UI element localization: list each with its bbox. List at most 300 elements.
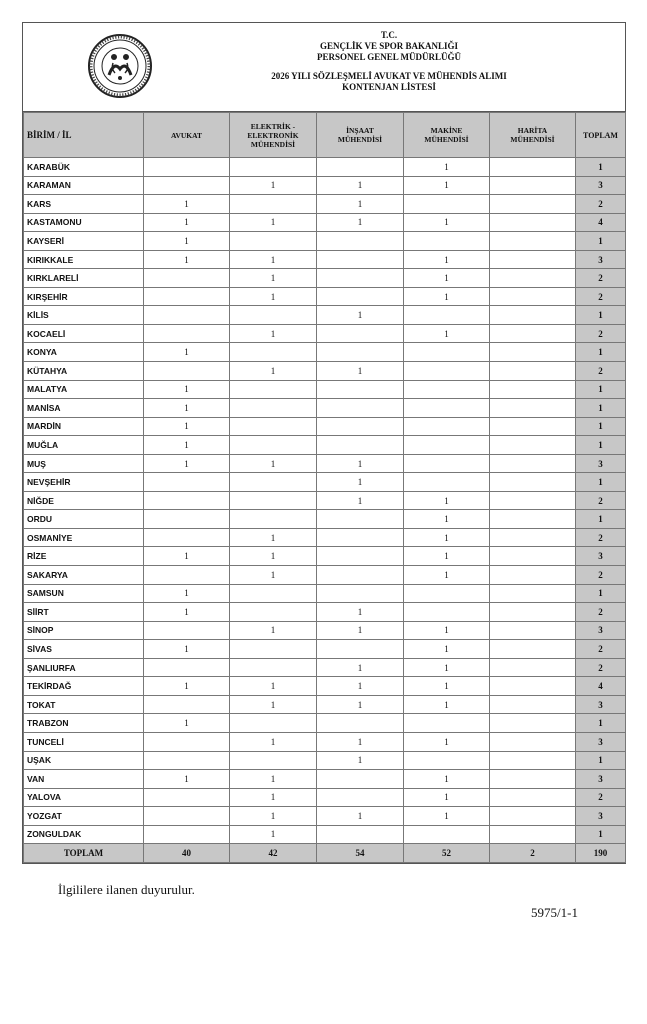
table-row — [24, 454, 626, 473]
harita-cell — [490, 343, 576, 362]
elektrik-cell: 1 — [230, 825, 317, 844]
harita-cell — [490, 751, 576, 770]
toplam-cell: 1 — [576, 380, 626, 399]
table-row — [24, 566, 626, 585]
il-cell: ŞANLIURFA — [24, 658, 144, 677]
makine-cell: 1 — [404, 324, 490, 343]
table-row — [24, 788, 626, 807]
il-cell: SİİRT — [24, 603, 144, 622]
harita-cell — [490, 566, 576, 585]
totals-label: TOPLAM — [24, 844, 144, 863]
insaat-cell: 1 — [317, 195, 404, 214]
announcement-note: İlgililere ilanen duyurulur. — [58, 882, 195, 897]
harita-cell — [490, 436, 576, 455]
elektrik-cell: 1 — [230, 454, 317, 473]
il-cell: ORDU — [24, 510, 144, 529]
il-cell: KASTAMONU — [24, 213, 144, 232]
harita-cell — [490, 380, 576, 399]
avukat-cell — [144, 732, 230, 751]
table-row — [24, 436, 626, 455]
makine-cell: 1 — [404, 621, 490, 640]
il-cell: UŞAK — [24, 751, 144, 770]
table-row — [24, 732, 626, 751]
elektrik-cell — [230, 640, 317, 659]
harita-cell — [490, 324, 576, 343]
elektrik-cell — [230, 584, 317, 603]
makine-cell — [404, 825, 490, 844]
insaat-cell — [317, 399, 404, 418]
il-cell: KONYA — [24, 343, 144, 362]
toplam-cell: 1 — [576, 232, 626, 251]
insaat-cell — [317, 566, 404, 585]
il-cell: YOZGAT — [24, 807, 144, 826]
elektrik-cell — [230, 436, 317, 455]
elektrik-cell — [230, 343, 317, 362]
makine-cell: 1 — [404, 528, 490, 547]
elektrik-cell: 1 — [230, 807, 317, 826]
insaat-cell: 1 — [317, 213, 404, 232]
avukat-cell: 1 — [144, 213, 230, 232]
harita-cell — [490, 714, 576, 733]
harita-cell — [490, 287, 576, 306]
table-row — [24, 547, 626, 566]
il-cell: KAYSERİ — [24, 232, 144, 251]
il-cell: YALOVA — [24, 788, 144, 807]
toplam-cell: 3 — [576, 732, 626, 751]
il-cell: SİVAS — [24, 640, 144, 659]
avukat-cell — [144, 621, 230, 640]
table-row — [24, 362, 626, 381]
makine-cell — [404, 362, 490, 381]
makine-cell: 1 — [404, 640, 490, 659]
makine-cell: 1 — [404, 658, 490, 677]
harita-cell — [490, 825, 576, 844]
elektrik-cell: 1 — [230, 770, 317, 789]
makine-cell: 1 — [404, 213, 490, 232]
table-row — [24, 250, 626, 269]
table-row — [24, 195, 626, 214]
insaat-cell — [317, 770, 404, 789]
column-header-il: BİRİM / İL — [24, 113, 144, 158]
avukat-cell — [144, 473, 230, 492]
makine-cell — [404, 195, 490, 214]
insaat-cell — [317, 510, 404, 529]
harita-cell — [490, 640, 576, 659]
il-cell: KARABÜK — [24, 158, 144, 177]
table-body — [24, 158, 626, 844]
elektrik-cell: 1 — [230, 695, 317, 714]
elektrik-cell — [230, 195, 317, 214]
insaat-cell — [317, 232, 404, 251]
harita-cell — [490, 528, 576, 547]
table-row — [24, 695, 626, 714]
elektrik-cell: 1 — [230, 176, 317, 195]
elektrik-cell — [230, 380, 317, 399]
il-cell: TEKİRDAĞ — [24, 677, 144, 696]
makine-cell: 1 — [404, 788, 490, 807]
avukat-cell — [144, 825, 230, 844]
column-header-avukat: AVUKAT — [144, 113, 230, 158]
insaat-cell — [317, 269, 404, 288]
title-recruitment: 2026 YILI SÖZLEŞMELİ AVUKAT VE MÜHENDİS ALIMI — [271, 71, 507, 81]
elektrik-cell: 1 — [230, 287, 317, 306]
elektrik-cell — [230, 473, 317, 492]
il-cell: KOCAELİ — [24, 324, 144, 343]
insaat-cell — [317, 380, 404, 399]
elektrik-cell: 1 — [230, 213, 317, 232]
makine-cell: 1 — [404, 287, 490, 306]
harita-cell — [490, 473, 576, 492]
toplam-cell: 2 — [576, 287, 626, 306]
il-cell: SAMSUN — [24, 584, 144, 603]
harita-cell — [490, 732, 576, 751]
harita-cell — [490, 232, 576, 251]
avukat-cell: 1 — [144, 714, 230, 733]
harita-cell — [490, 695, 576, 714]
toplam-cell: 2 — [576, 269, 626, 288]
table-row — [24, 380, 626, 399]
column-header-toplam: TOPLAM — [576, 113, 626, 158]
makine-cell: 1 — [404, 566, 490, 585]
avukat-cell — [144, 362, 230, 381]
insaat-cell: 1 — [317, 454, 404, 473]
document-header — [23, 23, 625, 112]
insaat-cell — [317, 250, 404, 269]
toplam-cell: 4 — [576, 213, 626, 232]
il-cell: TUNCELİ — [24, 732, 144, 751]
toplam-cell: 2 — [576, 528, 626, 547]
avukat-cell — [144, 287, 230, 306]
insaat-cell — [317, 825, 404, 844]
table-row — [24, 510, 626, 529]
insaat-cell — [317, 343, 404, 362]
toplam-cell: 2 — [576, 603, 626, 622]
table-row — [24, 751, 626, 770]
harita-cell — [490, 788, 576, 807]
toplam-cell: 1 — [576, 399, 626, 418]
harita-cell — [490, 417, 576, 436]
avukat-cell: 1 — [144, 677, 230, 696]
toplam-cell: 2 — [576, 362, 626, 381]
harita-cell — [490, 658, 576, 677]
makine-cell: 1 — [404, 250, 490, 269]
il-cell: KIRIKKALE — [24, 250, 144, 269]
makine-cell — [404, 232, 490, 251]
toplam-cell: 3 — [576, 454, 626, 473]
elektrik-cell: 1 — [230, 362, 317, 381]
makine-cell — [404, 751, 490, 770]
makine-cell — [404, 584, 490, 603]
insaat-cell: 1 — [317, 306, 404, 325]
makine-cell: 1 — [404, 269, 490, 288]
elektrik-cell: 1 — [230, 250, 317, 269]
makine-cell: 1 — [404, 547, 490, 566]
toplam-cell: 1 — [576, 436, 626, 455]
avukat-cell — [144, 176, 230, 195]
makine-cell — [404, 603, 490, 622]
elektrik-cell — [230, 306, 317, 325]
table-row — [24, 399, 626, 418]
avukat-cell: 1 — [144, 770, 230, 789]
elektrik-cell: 1 — [230, 788, 317, 807]
total-toplam: 190 — [576, 844, 626, 863]
avukat-cell: 1 — [144, 195, 230, 214]
table-row — [24, 807, 626, 826]
toplam-cell: 1 — [576, 417, 626, 436]
elektrik-cell — [230, 232, 317, 251]
toplam-cell: 1 — [576, 584, 626, 603]
document-frame — [22, 22, 626, 864]
harita-cell — [490, 158, 576, 177]
table-row — [24, 343, 626, 362]
totals-row — [24, 844, 626, 863]
toplam-cell: 1 — [576, 825, 626, 844]
ministry-seal-icon — [87, 33, 153, 99]
elektrik-cell: 1 — [230, 528, 317, 547]
il-cell: SAKARYA — [24, 566, 144, 585]
makine-cell — [404, 454, 490, 473]
table-row — [24, 287, 626, 306]
insaat-cell — [317, 417, 404, 436]
harita-cell — [490, 250, 576, 269]
insaat-cell — [317, 528, 404, 547]
avukat-cell: 1 — [144, 250, 230, 269]
avukat-cell — [144, 658, 230, 677]
insaat-cell: 1 — [317, 677, 404, 696]
table-header-row — [24, 113, 626, 158]
avukat-cell: 1 — [144, 640, 230, 659]
title-tc: T.C. — [380, 30, 398, 40]
table-row — [24, 825, 626, 844]
elektrik-cell: 1 — [230, 732, 317, 751]
table-row — [24, 640, 626, 659]
total-insaat: 54 — [317, 844, 404, 863]
il-cell: MUŞ — [24, 454, 144, 473]
harita-cell — [490, 677, 576, 696]
il-cell: OSMANİYE — [24, 528, 144, 547]
total-makine: 52 — [404, 844, 490, 863]
makine-cell: 1 — [404, 695, 490, 714]
table-row — [24, 584, 626, 603]
harita-cell — [490, 195, 576, 214]
toplam-cell: 3 — [576, 621, 626, 640]
avukat-cell: 1 — [144, 380, 230, 399]
il-cell: KİLİS — [24, 306, 144, 325]
il-cell: KIRŞEHİR — [24, 287, 144, 306]
elektrik-cell: 1 — [230, 547, 317, 566]
toplam-cell: 1 — [576, 306, 626, 325]
table-row — [24, 324, 626, 343]
avukat-cell: 1 — [144, 417, 230, 436]
elektrik-cell: 1 — [230, 269, 317, 288]
insaat-cell — [317, 714, 404, 733]
elektrik-cell — [230, 158, 317, 177]
table-row — [24, 269, 626, 288]
il-cell: KARS — [24, 195, 144, 214]
avukat-cell: 1 — [144, 436, 230, 455]
il-cell: RİZE — [24, 547, 144, 566]
quota-table — [23, 112, 626, 863]
insaat-cell: 1 — [317, 603, 404, 622]
elektrik-cell — [230, 714, 317, 733]
makine-cell: 1 — [404, 677, 490, 696]
harita-cell — [490, 306, 576, 325]
title-list: KONTENJAN LİSTESİ — [342, 82, 436, 92]
insaat-cell: 1 — [317, 491, 404, 510]
makine-cell — [404, 417, 490, 436]
il-cell: KÜTAHYA — [24, 362, 144, 381]
toplam-cell: 2 — [576, 324, 626, 343]
table-row — [24, 677, 626, 696]
toplam-cell: 3 — [576, 547, 626, 566]
toplam-cell: 1 — [576, 158, 626, 177]
il-cell: KARAMAN — [24, 176, 144, 195]
harita-cell — [490, 584, 576, 603]
table-row — [24, 528, 626, 547]
toplam-cell: 1 — [576, 714, 626, 733]
elektrik-cell — [230, 491, 317, 510]
toplam-cell: 2 — [576, 566, 626, 585]
il-cell: KIRKLARELİ — [24, 269, 144, 288]
il-cell: MALATYA — [24, 380, 144, 399]
table-row — [24, 658, 626, 677]
harita-cell — [490, 399, 576, 418]
toplam-cell: 3 — [576, 770, 626, 789]
insaat-cell: 1 — [317, 807, 404, 826]
avukat-cell — [144, 807, 230, 826]
elektrik-cell: 1 — [230, 621, 317, 640]
il-cell: MANİSA — [24, 399, 144, 418]
makine-cell: 1 — [404, 510, 490, 529]
avukat-cell: 1 — [144, 399, 230, 418]
toplam-cell: 1 — [576, 343, 626, 362]
makine-cell — [404, 380, 490, 399]
avukat-cell — [144, 566, 230, 585]
makine-cell: 1 — [404, 158, 490, 177]
avukat-cell — [144, 158, 230, 177]
toplam-cell: 4 — [576, 677, 626, 696]
harita-cell — [490, 621, 576, 640]
insaat-cell — [317, 287, 404, 306]
table-row — [24, 232, 626, 251]
table-row — [24, 714, 626, 733]
avukat-cell — [144, 788, 230, 807]
table-row — [24, 213, 626, 232]
avukat-cell — [144, 306, 230, 325]
il-cell: MUĞLA — [24, 436, 144, 455]
elektrik-cell — [230, 510, 317, 529]
makine-cell: 1 — [404, 807, 490, 826]
avukat-cell — [144, 269, 230, 288]
makine-cell: 1 — [404, 491, 490, 510]
toplam-cell: 3 — [576, 176, 626, 195]
il-cell: NEVŞEHİR — [24, 473, 144, 492]
total-elektrik: 42 — [230, 844, 317, 863]
toplam-cell: 1 — [576, 473, 626, 492]
makine-cell — [404, 436, 490, 455]
makine-cell: 1 — [404, 176, 490, 195]
avukat-cell — [144, 695, 230, 714]
makine-cell: 1 — [404, 770, 490, 789]
table-row — [24, 770, 626, 789]
harita-cell — [490, 510, 576, 529]
il-cell: MARDİN — [24, 417, 144, 436]
elektrik-cell: 1 — [230, 324, 317, 343]
harita-cell — [490, 213, 576, 232]
title-ministry: GENÇLİK VE SPOR BAKANLIĞI — [319, 41, 459, 51]
insaat-cell: 1 — [317, 695, 404, 714]
harita-cell — [490, 269, 576, 288]
table-row — [24, 158, 626, 177]
insaat-cell — [317, 547, 404, 566]
toplam-cell: 1 — [576, 510, 626, 529]
makine-cell — [404, 399, 490, 418]
insaat-cell: 1 — [317, 751, 404, 770]
document-title-block — [163, 30, 615, 93]
makine-cell — [404, 306, 490, 325]
toplam-cell: 2 — [576, 640, 626, 659]
toplam-cell: 2 — [576, 491, 626, 510]
table-row — [24, 306, 626, 325]
makine-cell — [404, 714, 490, 733]
avukat-cell: 1 — [144, 454, 230, 473]
title-directorate: PERSONEL GENEL MÜDÜRLÜĞÜ — [316, 52, 462, 62]
insaat-cell — [317, 788, 404, 807]
harita-cell — [490, 547, 576, 566]
toplam-cell: 1 — [576, 751, 626, 770]
column-header-insaat: İNŞAAT MÜHENDİSİ — [317, 113, 404, 158]
insaat-cell: 1 — [317, 362, 404, 381]
il-cell: TOKAT — [24, 695, 144, 714]
table-row — [24, 473, 626, 492]
avukat-cell: 1 — [144, 232, 230, 251]
il-cell: ZONGULDAK — [24, 825, 144, 844]
total-avukat: 40 — [144, 844, 230, 863]
avukat-cell — [144, 528, 230, 547]
column-header-makine: MAKİNE MÜHENDİSİ — [404, 113, 490, 158]
table-row — [24, 603, 626, 622]
avukat-cell: 1 — [144, 603, 230, 622]
toplam-cell: 3 — [576, 807, 626, 826]
elektrik-cell: 1 — [230, 566, 317, 585]
insaat-cell: 1 — [317, 732, 404, 751]
table-row — [24, 621, 626, 640]
insaat-cell — [317, 640, 404, 659]
insaat-cell: 1 — [317, 473, 404, 492]
toplam-cell: 3 — [576, 250, 626, 269]
harita-cell — [490, 770, 576, 789]
harita-cell — [490, 176, 576, 195]
toplam-cell: 2 — [576, 788, 626, 807]
insaat-cell: 1 — [317, 621, 404, 640]
avukat-cell: 1 — [144, 584, 230, 603]
harita-cell — [490, 491, 576, 510]
total-harita: 2 — [490, 844, 576, 863]
makine-cell — [404, 473, 490, 492]
insaat-cell: 1 — [317, 176, 404, 195]
toplam-cell: 2 — [576, 195, 626, 214]
insaat-cell: 1 — [317, 658, 404, 677]
table-row — [24, 176, 626, 195]
il-cell: VAN — [24, 770, 144, 789]
il-cell: NİĞDE — [24, 491, 144, 510]
avukat-cell — [144, 324, 230, 343]
table-row — [24, 417, 626, 436]
elektrik-cell — [230, 399, 317, 418]
makine-cell — [404, 343, 490, 362]
elektrik-cell — [230, 417, 317, 436]
il-cell: TRABZON — [24, 714, 144, 733]
